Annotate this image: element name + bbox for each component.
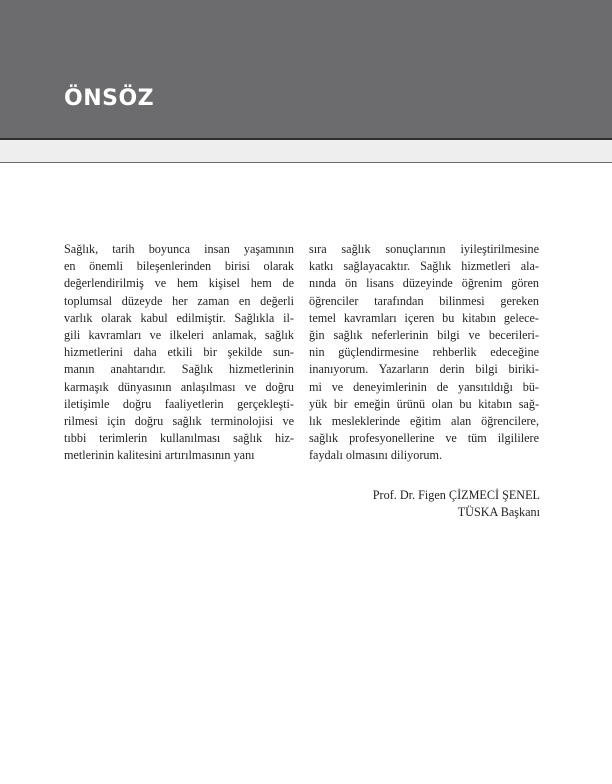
text-line: metlerinin kalitesini artırılmasının yanı xyxy=(64,448,255,463)
text-line: toplumsal düzeyde her zaman en değerli xyxy=(64,293,294,308)
text-line: ğin sağlık neferlerinin bilgi ve becerileri- xyxy=(309,328,539,343)
text-line: nin güçlendirmesine rehberlik edeceğine xyxy=(309,345,539,360)
text-line: en önemli bileşenlerinden birisi olarak xyxy=(64,259,294,274)
page-header xyxy=(0,0,612,140)
preface-column-left xyxy=(64,241,294,465)
text-line: mi ve deneyimlerinin de yansıtıldığı bü- xyxy=(309,379,539,394)
text-line: inanıyorum. Yazarların derin bilgi biriki- xyxy=(309,362,539,377)
text-line: gili kavramları ve ilkeleri anlamak, sağlık xyxy=(64,328,294,343)
preface-column-right xyxy=(309,241,539,465)
text-line: öğrenciler tarafından bilinmesi gereken xyxy=(309,293,539,308)
text-line: temel kavramları içeren bu kitabın gelece- xyxy=(309,310,539,325)
signature-title: TÜSKA Başkanı xyxy=(457,505,540,520)
text-line: yük bir emeğin ürünü olan bu kitabın sağ- xyxy=(309,396,539,411)
text-line: değerlendirilmiş ve hem kişisel hem de xyxy=(64,276,294,291)
text-line: manın anahtarıdır. Sağlık hizmetlerinin xyxy=(64,362,294,377)
text-line: sıra sağlık sonuçlarının iyileştirilmesine xyxy=(309,242,539,256)
signature-block xyxy=(373,487,540,521)
page-title: ÖNSÖZ xyxy=(64,86,155,111)
text-line: tıbbi terimlerin kullanılması sağlık hiz- xyxy=(64,431,294,446)
text-line: varlık olarak kabul edilmiştir. Sağlıkla il- xyxy=(64,310,294,325)
text-line: karmaşık dünyasının anlaşılması ve doğru xyxy=(64,379,294,394)
text-line: sağlık profesyonellerine ve tüm ilgililere xyxy=(309,431,539,446)
text-line: lık mesleklerinde eğitim alan öğrencilere, xyxy=(309,414,539,429)
signature-name: Prof. Dr. Figen ÇİZMECİ ŞENEL xyxy=(372,488,540,502)
text-line: hizmetlerini daha etkili bir şekilde sun- xyxy=(64,345,294,360)
text-line: nında ön lisans düzeyinde öğrenim gören xyxy=(309,276,539,291)
text-line: Sağlık, tarih boyunca insan yaşamının xyxy=(64,242,294,256)
header-divider-band xyxy=(0,140,612,163)
text-line: faydalı olmasını diliyorum. xyxy=(309,448,443,463)
text-line: katkı sağlayacaktır. Sağlık hizmetleri ala- xyxy=(309,259,539,274)
text-line: rilmesi için doğru sağlık terminolojisi ve xyxy=(64,414,294,429)
text-line: iletişimle doğru faaliyetlerin gerçekleşti- xyxy=(64,396,294,411)
